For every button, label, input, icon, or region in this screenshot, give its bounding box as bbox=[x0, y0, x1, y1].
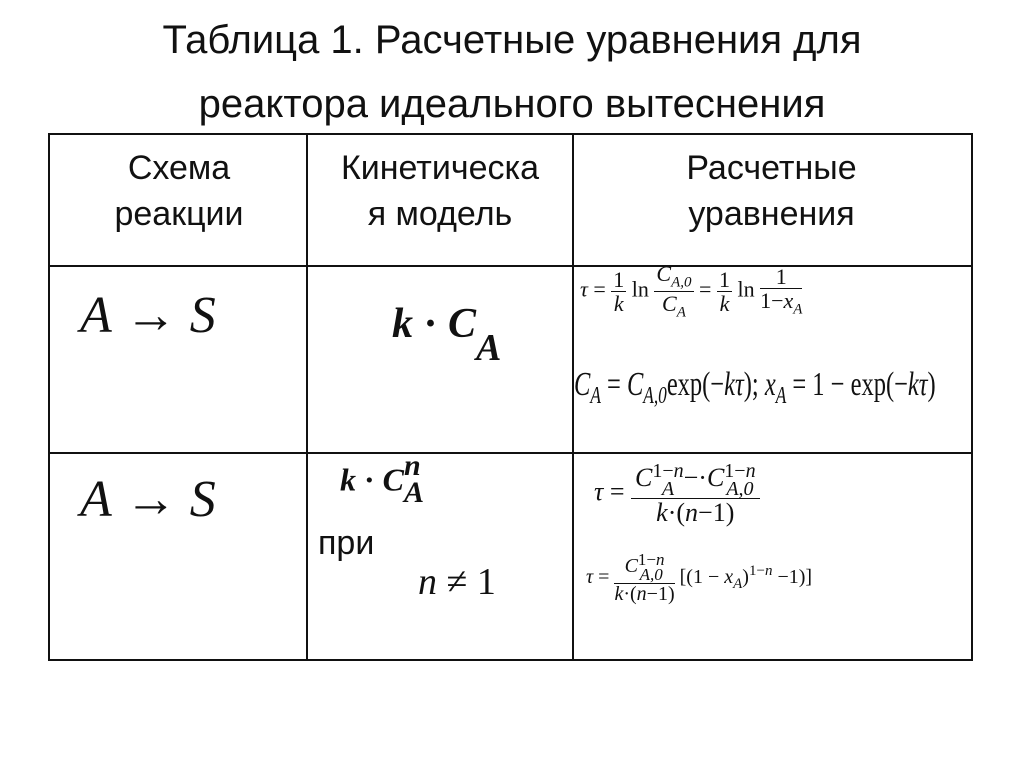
row2-condition: n ≠ 1 bbox=[418, 561, 496, 603]
row-divider-1 bbox=[50, 452, 971, 454]
row2-equation-2: τ = C 1−n A,0 k·(n−1) $[(1 - x_A)^{1-n} -1)$] bbox=[586, 550, 813, 605]
header-reaction-scheme bbox=[50, 145, 308, 237]
header-kinetic-model-line-1: Кинетическа bbox=[340, 149, 540, 187]
row1-equation-2: $C_A = C_{A,0}\exp(-k\tau)$; $x_A = 1 - \exp(-k\tau)$ bbox=[574, 366, 936, 409]
row2-reaction-scheme: A → S bbox=[80, 471, 216, 528]
row1-reaction-scheme: A → S bbox=[80, 287, 216, 344]
row2-kinetic-model: k · C n A bbox=[340, 449, 425, 509]
slide-title bbox=[0, 8, 1024, 136]
header-design-equations-line-1: Расчетные bbox=[686, 149, 857, 187]
row2-equation-1: τ = C 1−n A −·C 1−n A,0 k·(n−1) bbox=[594, 462, 760, 526]
row1-equation-1: τ = $\frac{1}{k}$ ln $\frac{C_{A,0}}{C_A}$ = $\frac{1}{k}$ ln $\frac{1}{1-x_A}$ bbox=[580, 261, 803, 321]
row2-condition-label: при bbox=[318, 524, 375, 562]
header-reaction-scheme-line-1: Схема bbox=[127, 149, 231, 187]
row1-kinetic-model: $k \cdot C_A$ bbox=[392, 301, 502, 370]
header-design-equations-line-2: уравнения bbox=[688, 195, 855, 233]
header-kinetic-model bbox=[308, 145, 572, 237]
header-design-equations bbox=[574, 145, 969, 237]
row-divider-header bbox=[50, 265, 971, 267]
header-kinetic-model-line-2: я модель bbox=[367, 195, 513, 233]
title-line-1: Таблица 1. Расчетные уравнения для bbox=[162, 18, 862, 62]
header-reaction-scheme-line-2: реакции bbox=[114, 195, 244, 233]
title-line-2: реактора идеального вытеснения bbox=[198, 82, 826, 126]
